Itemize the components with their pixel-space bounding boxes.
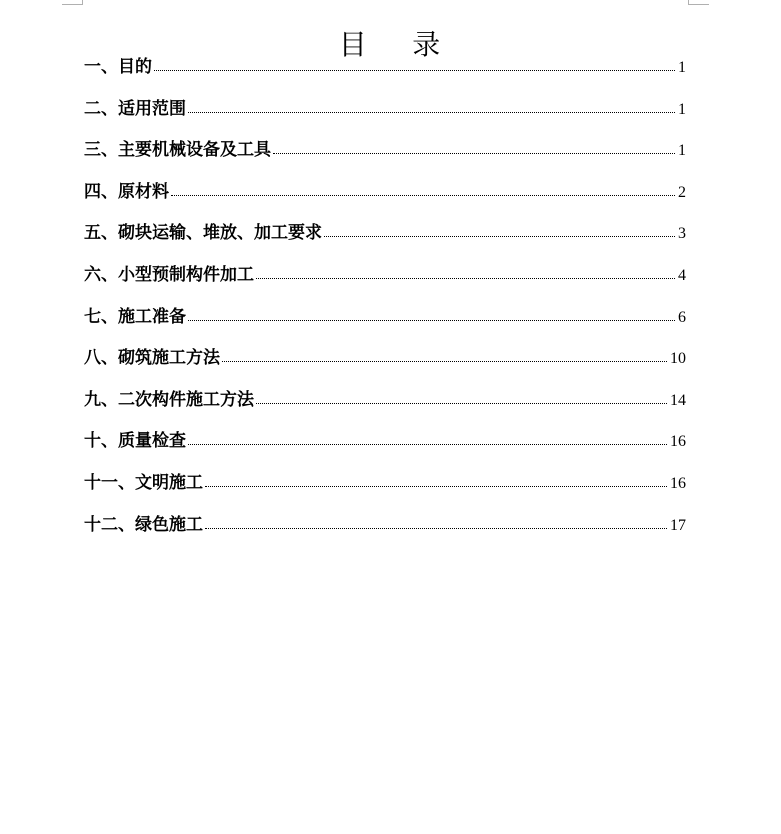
toc-entry-label: 九、二次构件施工方法 bbox=[84, 389, 254, 410]
toc-dot-leader bbox=[256, 403, 667, 404]
toc-entry-1[interactable] bbox=[84, 53, 686, 95]
toc-dot-leader bbox=[324, 236, 675, 237]
toc-entry-page: 6 bbox=[678, 308, 686, 326]
page-corner-mark-right bbox=[688, 0, 709, 5]
toc-entry-page: 1 bbox=[678, 100, 686, 118]
toc-entry-6[interactable] bbox=[84, 261, 686, 303]
toc-entry-10[interactable] bbox=[84, 427, 686, 469]
toc-dot-leader bbox=[256, 278, 675, 279]
toc-entry-label: 十二、绿色施工 bbox=[84, 514, 203, 535]
page-corner-mark-left bbox=[62, 0, 83, 5]
toc-entry-label: 二、适用范围 bbox=[84, 98, 186, 119]
toc-entry-page: 14 bbox=[670, 391, 686, 409]
toc-dot-leader bbox=[171, 195, 675, 196]
toc-entry-label: 七、施工准备 bbox=[84, 306, 186, 327]
table-of-contents bbox=[84, 53, 686, 552]
toc-entry-label: 十、质量检查 bbox=[84, 431, 186, 452]
toc-dot-leader bbox=[205, 528, 667, 529]
toc-entry-page: 1 bbox=[678, 142, 686, 160]
toc-entry-8[interactable] bbox=[84, 344, 686, 386]
toc-entry-2[interactable] bbox=[84, 95, 686, 137]
toc-entry-12[interactable] bbox=[84, 511, 686, 553]
toc-entry-label: 三、主要机械设备及工具 bbox=[84, 140, 271, 161]
toc-entry-label: 八、砌筑施工方法 bbox=[84, 348, 220, 369]
toc-dot-leader bbox=[188, 320, 675, 321]
toc-entry-page: 10 bbox=[670, 350, 686, 368]
toc-entry-label: 四、原材料 bbox=[84, 181, 169, 202]
toc-entry-label: 六、小型预制构件加工 bbox=[84, 264, 254, 285]
toc-entry-page: 16 bbox=[670, 474, 686, 492]
toc-entry-9[interactable] bbox=[84, 386, 686, 428]
toc-dot-leader bbox=[188, 444, 667, 445]
toc-entry-page: 17 bbox=[670, 516, 686, 534]
toc-dot-leader bbox=[273, 153, 675, 154]
toc-entry-4[interactable] bbox=[84, 178, 686, 220]
toc-dot-leader bbox=[222, 361, 667, 362]
toc-entry-page: 2 bbox=[678, 183, 686, 201]
toc-dot-leader bbox=[154, 70, 675, 71]
toc-entry-page: 1 bbox=[678, 59, 686, 76]
toc-entry-label: 十一、文明施工 bbox=[84, 472, 203, 493]
toc-entry-page: 4 bbox=[678, 266, 686, 284]
toc-title: 目 录 bbox=[338, 27, 443, 61]
toc-entry-3[interactable] bbox=[84, 136, 686, 178]
toc-dot-leader bbox=[188, 112, 675, 113]
toc-entry-11[interactable] bbox=[84, 469, 686, 511]
toc-entry-page: 3 bbox=[678, 225, 686, 243]
toc-entry-label: 一、目的 bbox=[84, 57, 152, 77]
toc-dot-leader bbox=[205, 486, 667, 487]
toc-entry-label: 五、砌块运输、堆放、加工要求 bbox=[84, 223, 322, 244]
toc-entry-7[interactable] bbox=[84, 303, 686, 345]
toc-entry-page: 16 bbox=[670, 433, 686, 451]
toc-entry-5[interactable] bbox=[84, 219, 686, 261]
